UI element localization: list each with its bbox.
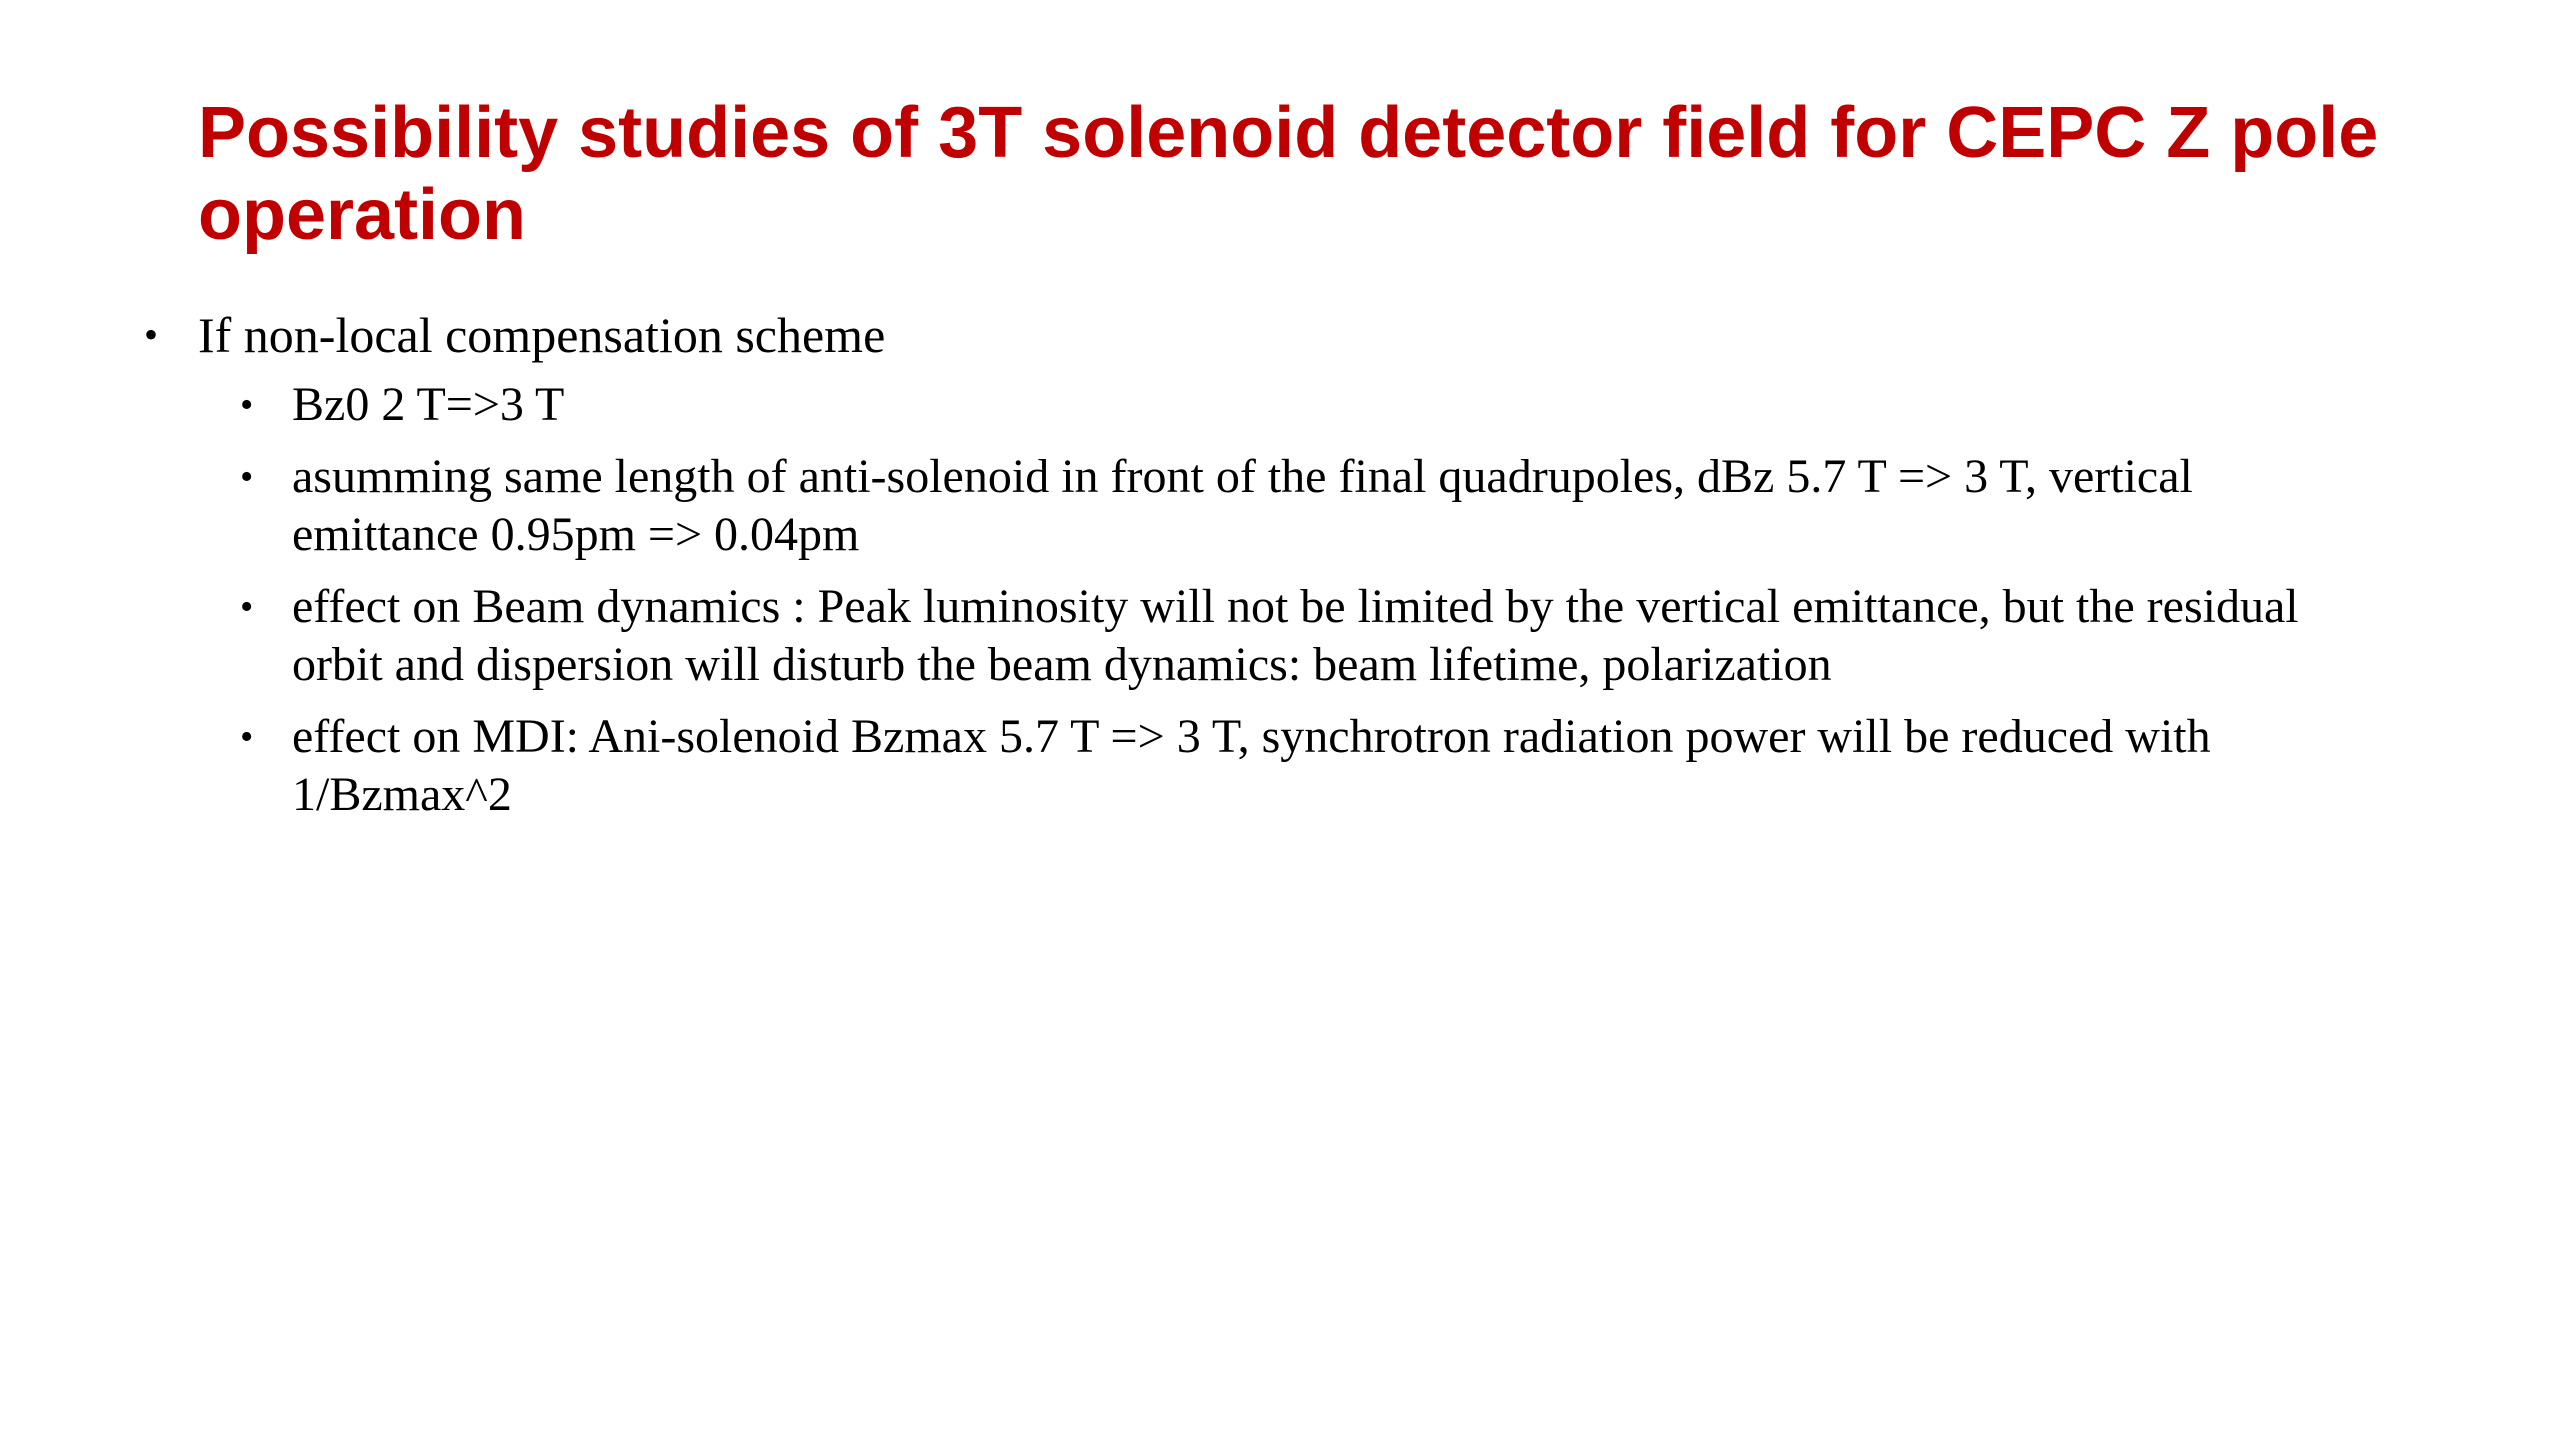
sub-bullet-item [238, 448, 2368, 564]
sub-bullet-item [238, 578, 2368, 694]
sub-bullet-item [238, 376, 2368, 434]
bullet-icon: • [240, 716, 254, 758]
bullet-text: If non-local compensation scheme [198, 307, 886, 363]
bullet-icon: • [240, 384, 254, 426]
sub-bullet-item [238, 708, 2368, 824]
sub-bullet-text: asumming same length of anti-solenoid in front of the final quadrupoles, dBz 5.7 T => 3 T, vertical emittance 0.95pm => 0.04pm [292, 450, 2193, 561]
bullet-icon: • [144, 312, 159, 357]
sub-bullet-text: effect on MDI: Ani-solenoid Bzmax 5.7 T => 3 T, synchrotron radiation power will be reduced with 1/Bzmax^2 [292, 710, 2211, 821]
slide-body [140, 306, 2440, 838]
slide-title: Possibility studies of 3T solenoid detector field for CEPC Z pole operation [198, 93, 2379, 255]
sub-bullet-text: Bz0 2 T=>3 T [292, 378, 565, 431]
bullet-icon: • [240, 586, 254, 628]
bullet-item [140, 306, 2440, 364]
sub-bullet-text: effect on Beam dynamics : Peak luminosity will not be limited by the vertical emittance, but the residual orbit and dispersion will disturb the beam dynamics: beam lifetime, polarization [292, 580, 2299, 691]
bullet-icon: • [240, 456, 254, 498]
